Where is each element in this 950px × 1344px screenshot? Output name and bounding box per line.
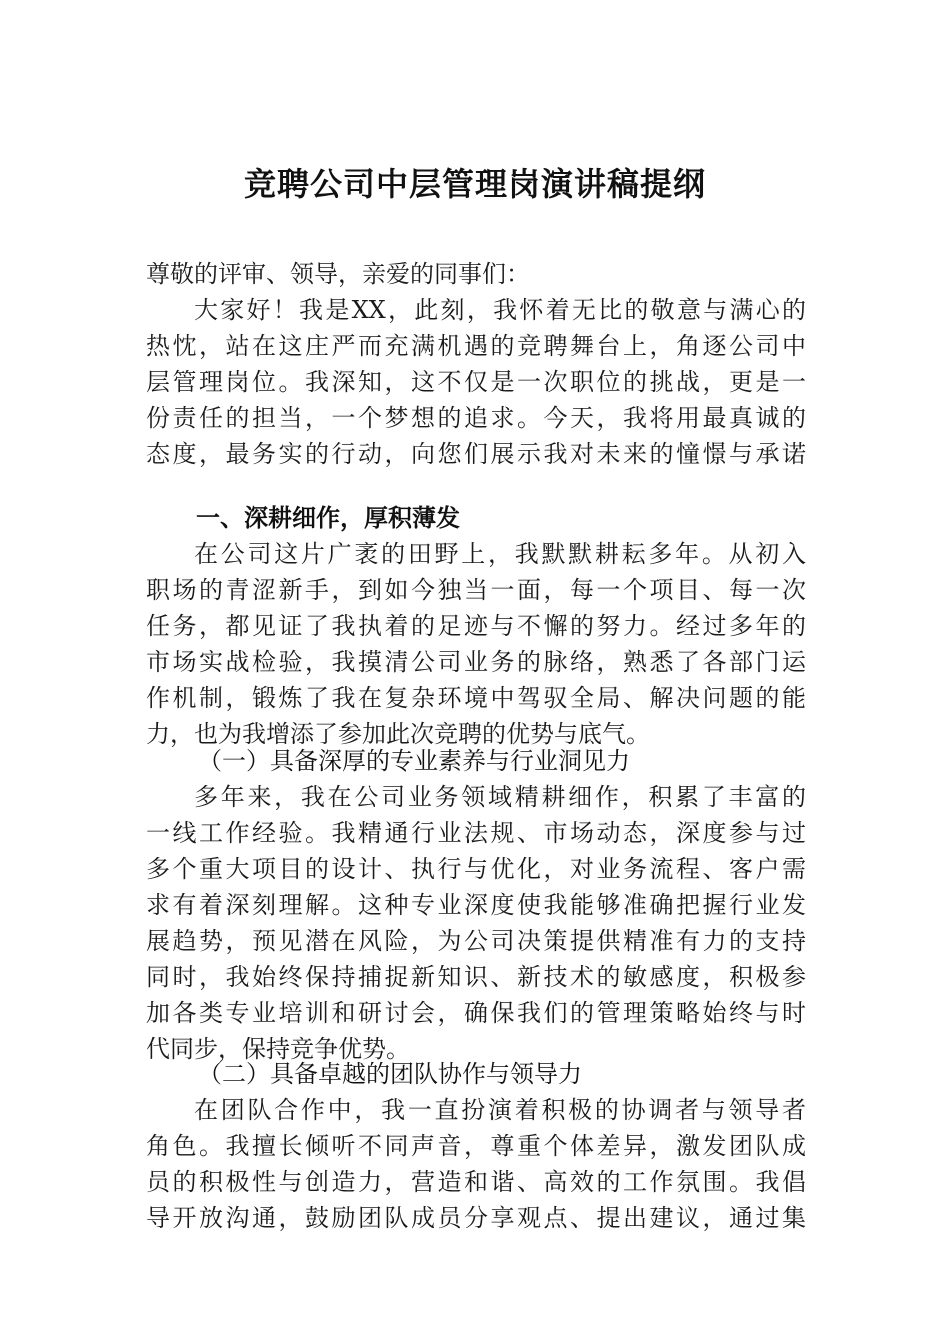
intro-line: 态度，最务实的行动，向您们展示我对未来的憧憬与承诺 (146, 440, 806, 468)
intro-line: 热忱，站在这庄严而充满机遇的竞聘舞台上，角逐公司中 (146, 332, 806, 360)
subsection-heading: （一）具备深厚的专业素养与行业洞见力 (198, 747, 630, 775)
paragraph-line: 任务，都见证了我执着的足迹与不懈的努力。经过多年的 (146, 612, 806, 640)
paragraph-line: 多年来，我在公司业务领域精耕细作，积累了丰富的 (194, 783, 806, 811)
paragraph-line: 在团队合作中，我一直扮演着积极的协调者与领导者 (194, 1096, 806, 1124)
subsection-heading: （二）具备卓越的团队协作与领导力 (198, 1060, 582, 1088)
paragraph-line: 作机制，锻炼了我在复杂环境中驾驭全局、解决问题的能 (146, 684, 806, 712)
paragraph-line: 职场的青涩新手，到如今独当一面，每一个项目、每一次 (146, 576, 806, 604)
paragraph-line: 多个重大项目的设计、执行与优化，对业务流程、客户需 (146, 855, 806, 883)
intro-line: 层管理岗位。我深知，这不仅是一次职位的挑战，更是一 (146, 368, 806, 396)
paragraph-line: 在公司这片广袤的田野上，我默默耕耘多年。从初入 (194, 540, 806, 568)
section-heading: 一、深耕细作，厚积薄发 (196, 504, 460, 532)
paragraph-line: 加各类专业培训和研讨会，确保我们的管理策略始终与时 (146, 999, 806, 1027)
paragraph-line: 角色。我擅长倾听不同声音，尊重个体差异，激发团队成 (146, 1132, 806, 1160)
paragraph-line: 代同步，保持竞争优势。 (146, 1035, 410, 1063)
document-title: 竞聘公司中层管理岗演讲稿提纲 (243, 165, 706, 203)
paragraph-line: 力，也为我增添了参加此次竞聘的优势与底气。 (146, 720, 650, 748)
paragraph-line: 求有着深刻理解。这种专业深度使我能够准确把握行业发 (146, 891, 806, 919)
intro-line: 份责任的担当，一个梦想的追求。今天，我将用最真诚的 (146, 404, 806, 432)
intro-line: 大家好！我是XX，此刻，我怀着无比的敬意与满心的 (194, 296, 806, 324)
paragraph-line: 导开放沟通，鼓励团队成员分享观点、提出建议，通过集 (146, 1204, 806, 1232)
greeting: 尊敬的评审、领导，亲爱的同事们： (146, 260, 530, 288)
paragraph-line: 展趋势，预见潜在风险，为公司决策提供精准有力的支持 (146, 927, 806, 955)
paragraph-line: 市场实战检验，我摸清公司业务的脉络，熟悉了各部门运 (146, 648, 806, 676)
paragraph-line: 同时，我始终保持捕捉新知识、新技术的敏感度，积极参 (146, 963, 806, 991)
paragraph-line: 员的积极性与创造力，营造和谐、高效的工作氛围。我倡 (146, 1168, 806, 1196)
paragraph-line: 一线工作经验。我精通行业法规、市场动态，深度参与过 (146, 819, 806, 847)
